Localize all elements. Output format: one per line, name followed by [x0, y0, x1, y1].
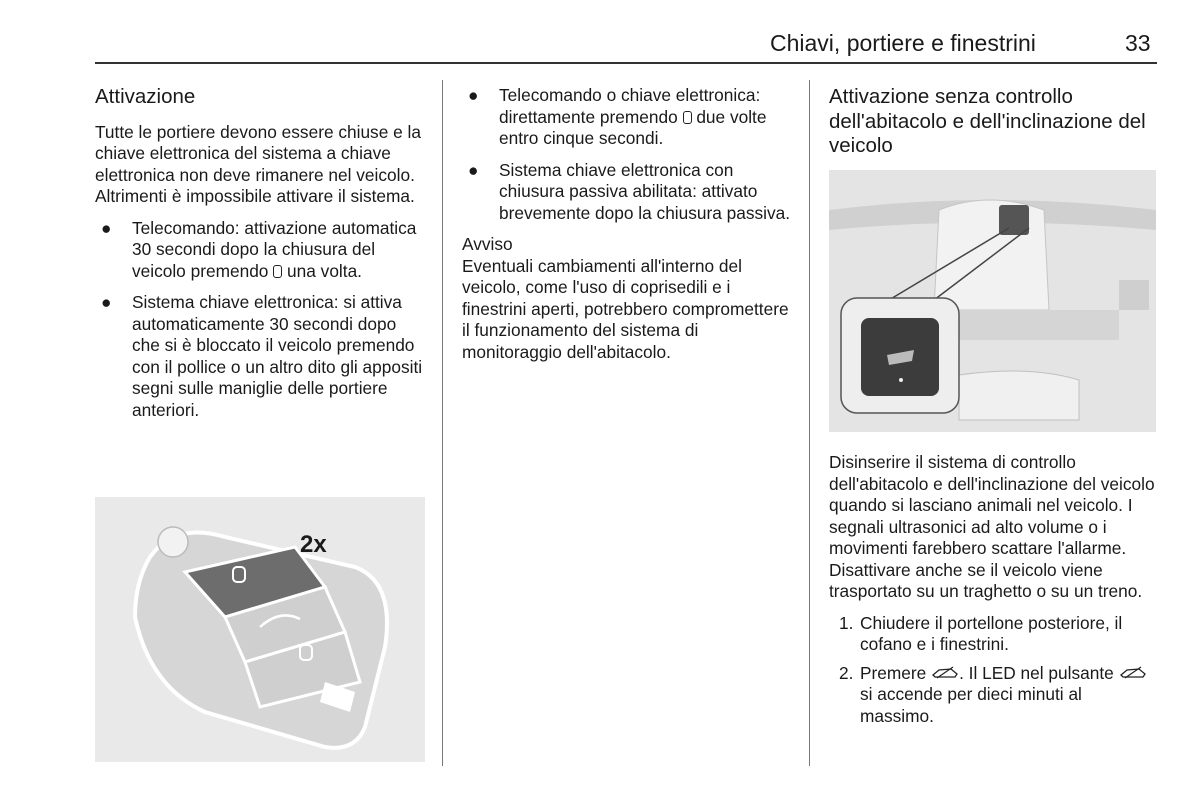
column-divider-2 [809, 80, 810, 766]
bullet-telecomando [95, 218, 427, 283]
bullet-text: Sistema chiave elettronica: si attiva automaticamente 30 secondi dopo che si è bloccato il veicolo premendo con il pollice o un altro dito gli appositi segni sulle maniglie delle portiere anteriori. [132, 292, 423, 420]
bullet-text: Telecomando o chiave elettronica: direttamente premendo [499, 85, 761, 127]
step-text: Premere [860, 662, 927, 683]
paragraph-disinserire: Disinserire il sistema di controllo dell'abitacolo e dell'inclinazione del veicolo quando si lasciano animali nel veicolo. I segnali ultrasonici ad alto volume o i movimenti farebbero scattare l'allarme. Disattivare anche se il veicolo viene trasportato su un traghetto o su un treno. [829, 452, 1155, 601]
bullet-dot: ● [468, 85, 479, 105]
column-3-body [829, 452, 1159, 734]
bullet-text-end: una volta. [287, 260, 362, 281]
key-fob-illustration [95, 497, 425, 762]
bullet-dot: ● [101, 292, 112, 312]
bullet-sistema-chiave [95, 292, 427, 421]
key-fob-figure [95, 497, 425, 762]
step-text-end: si accende per dieci minuti al massimo. [860, 684, 1082, 726]
bullet-telecomando-chiave [462, 85, 792, 150]
column-2 [462, 85, 792, 373]
step-text-mid: . Il LED nel pulsante [959, 662, 1114, 683]
bullet-dot: ● [468, 159, 479, 180]
bullet-text: Sistema chiave elettronica con chiusura passiva abilitata: attivato brevemente dopo la chiusura passiva. [499, 159, 791, 223]
bullet-text: Telecomando: attivazione automatica 30 secondi dopo la chiusura del veicolo premendo [132, 217, 417, 281]
car-alarm-off-icon [931, 666, 959, 679]
car-alarm-off-icon [1119, 666, 1147, 679]
bullet-text-end: due volte entro cinque secondi. [499, 106, 767, 148]
interior-illustration [829, 170, 1156, 432]
note-title: Avviso [462, 234, 513, 254]
intro-paragraph: Tutte le portiere devono essere chiuse e la chiave elettronica del sistema a chiave elettronica non deve rimanere nel veicolo. Altrimenti è impossibile attivare il sistema. [95, 121, 421, 206]
column-divider-1 [442, 80, 443, 766]
bullet-dot: ● [101, 217, 112, 238]
section-heading-attivazione: Attivazione [95, 85, 196, 108]
header-rule [95, 62, 1157, 64]
step-1 [829, 613, 1159, 656]
section-heading-senza-controllo: Attivazione senza controllo dell'abitacolo e dell'inclinazione del veicolo [829, 85, 1146, 157]
note-text: Eventuali cambiamenti all'interno del veicolo, come l'uso di coprisedili e i finestrini aperti, potrebbero compromettere il funzionamento del sistema di monitoraggio dell'abitacolo. [462, 255, 789, 362]
column-1 [95, 85, 427, 431]
column-3 [829, 85, 1159, 171]
press-twice-label: 2x [300, 531, 327, 558]
lock-button-icon [683, 111, 692, 124]
step-number: 1. [839, 612, 854, 633]
step-number: 2. [839, 662, 854, 683]
step-2 [829, 663, 1159, 728]
bullet-chiusura-passiva [462, 160, 792, 225]
page-number: 33 [1125, 30, 1151, 56]
running-header-title: Chiavi, portiere e finestrini [770, 30, 1036, 56]
step-text: Chiudere il portellone posteriore, il cofano e i finestrini. [860, 612, 1123, 654]
interior-button-figure [829, 170, 1156, 432]
lock-button-icon [273, 265, 282, 278]
